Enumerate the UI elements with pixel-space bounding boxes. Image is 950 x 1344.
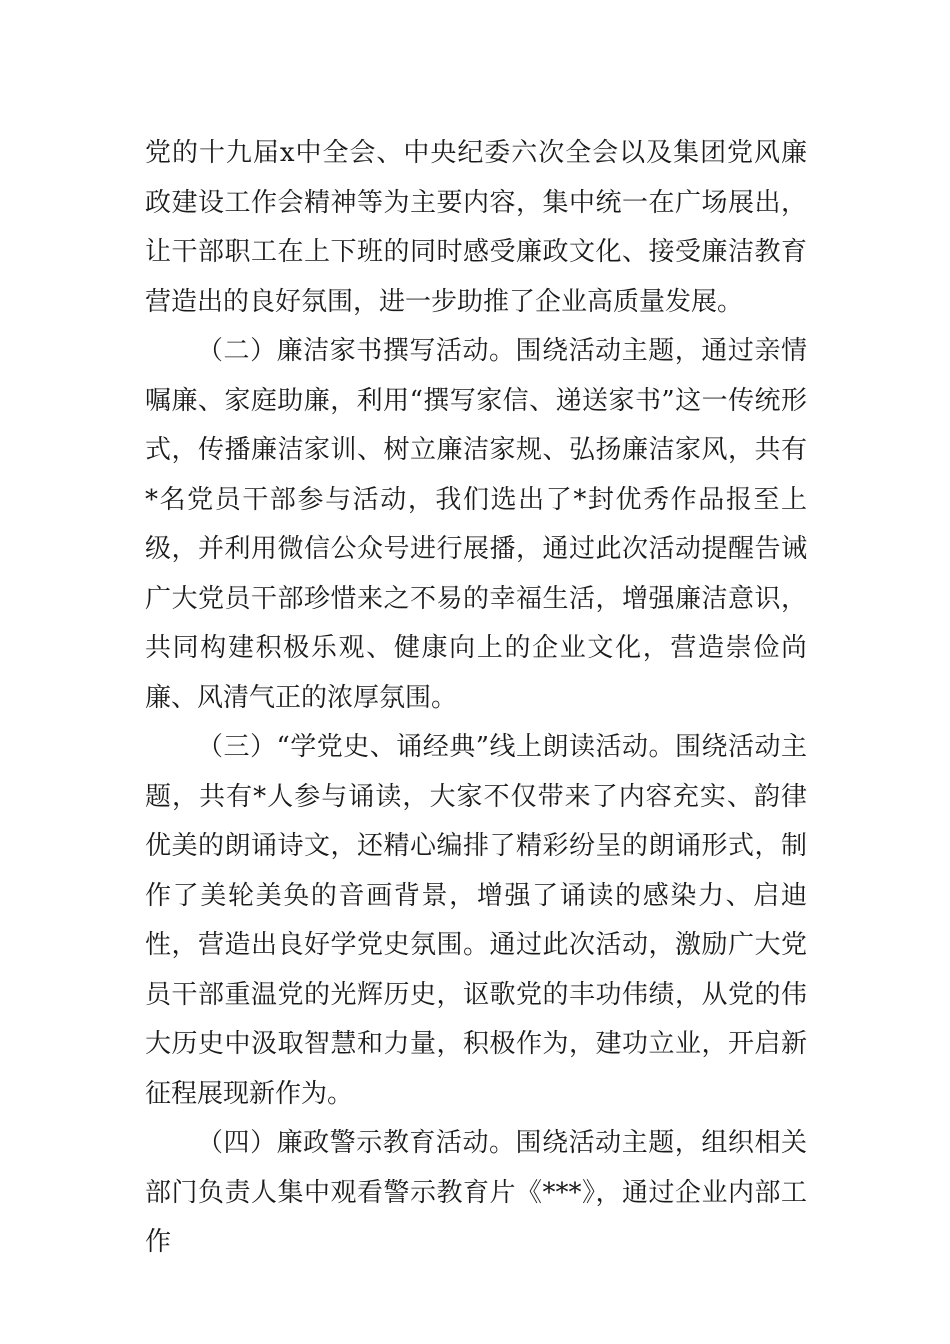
paragraph-online-reading: （三）“学党史、诵经典”线上朗读活动。围绕活动主题，共有*人参与诵读，大家不仅带来了内容充实、韵律优美的朗诵诗文，还精心编排了精彩纷呈的朗诵形式，制作了美轮美奂的音画背景，增强了诵读的感染力、启迪性，营造出良好学党史氛围。通过此次活动，激励广大党员干部重温党的光辉历史，讴歌党的丰功伟绩，从党的伟大历史中汲取智慧和力量，积极作为，建功立业，开启新征程展现新作为。 [145, 732, 807, 1109]
paragraph-continuation: 党的十九届x中全会、中央纪委六次全会以及集团党风廉政建设工作会精神等为主要内容，集中统一在广场展出，让干部职工在上下班的同时感受廉政文化、接受廉洁教育营造出的良好氛围，进一步助推了企业高质量发展。 [145, 138, 807, 317]
document-body [145, 129, 807, 1268]
paragraph-warning-education: （四）廉政警示教育活动。围绕活动主题，组织相关部门负责人集中观看警示教育片《***》，通过企业内部工作 [145, 1128, 807, 1257]
paragraph-letter-writing: （二）廉洁家书撰写活动。围绕活动主题，通过亲情嘱廉、家庭助廉，利用“撰写家信、递送家书”这一传统形式，传播廉洁家训、树立廉洁家规、弘扬廉洁家风，共有*名党员干部参与活动，我们选出了*封优秀作品报至上级，并利用微信公众号进行展播，通过此次活动提醒告诫广大党员干部珍惜来之不易的幸福生活，增强廉洁意识，共同构建积极乐观、健康向上的企业文化，营造崇俭尚廉、风清气正的浓厚氛围。 [145, 336, 807, 713]
